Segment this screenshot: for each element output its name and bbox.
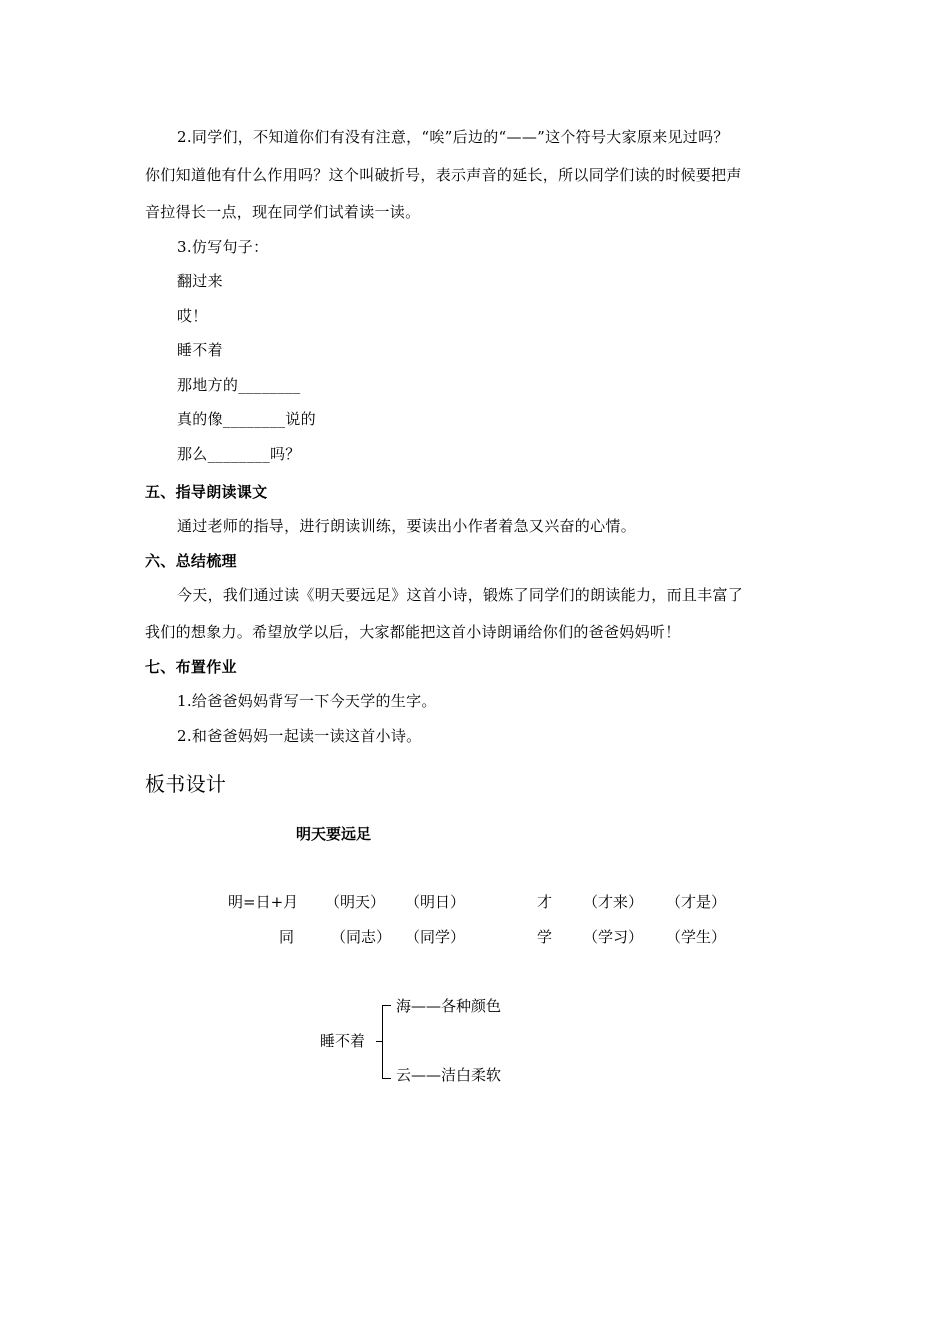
- brace-tick: [376, 1041, 382, 1042]
- board-cell: （学生）: [666, 928, 727, 946]
- board-cell: （明日）: [405, 893, 466, 911]
- board-cell: （学习）: [583, 928, 644, 946]
- exercise-item: 睡不着: [177, 341, 223, 359]
- board-cell: 学: [537, 928, 553, 946]
- brace-bracket: [382, 1005, 391, 1079]
- board-title: 明天要远足: [296, 825, 372, 843]
- paragraph-line: 你们知道他有什么作用吗？这个叫破折号，表示声音的延长，所以同学们读的时候要把声: [145, 166, 742, 184]
- board-cell: （同志）: [331, 928, 392, 946]
- section-text: 我们的想象力。希望放学以后，大家都能把这首小诗朗诵给你们的爸爸妈妈听！: [145, 623, 681, 641]
- paragraph-line: 2.同学们，不知道你们有没有注意，“唉”后边的“——”这个符号大家原来见过吗？: [177, 128, 729, 146]
- board-cell: 明=日+月: [228, 893, 299, 911]
- board-cell: 同: [279, 928, 295, 946]
- board-cell: （才是）: [666, 893, 727, 911]
- branch-root: 睡不着: [320, 1032, 366, 1050]
- section-heading: 六、总结梳理: [145, 552, 237, 570]
- section-heading: 五、指导朗读课文: [145, 483, 268, 501]
- board-cell: 才: [537, 893, 553, 911]
- board-cell: （才来）: [583, 893, 644, 911]
- branch-bottom: 云——洁白柔软: [396, 1066, 502, 1084]
- exercise-item: 翻过来: [177, 272, 223, 290]
- section-text: 通过老师的指导，进行朗读训练，要读出小作者着急又兴奋的心情。: [177, 517, 637, 535]
- homework-item: 1.给爸爸妈妈背写一下今天学的生字。: [177, 692, 437, 710]
- branch-top: 海——各种颜色: [396, 997, 502, 1015]
- section-text: 今天，我们通过读《明天要远足》这首小诗，锻炼了同学们的朗读能力，而且丰富了: [177, 586, 744, 604]
- exercise-title: 3.仿写句子：: [177, 238, 269, 256]
- exercise-item: 那么________吗？: [177, 445, 301, 463]
- exercise-item: 那地方的________: [177, 376, 301, 394]
- exercise-item: 真的像________说的: [177, 410, 316, 428]
- board-cell: （明天）: [325, 893, 386, 911]
- board-heading: 板书设计: [145, 772, 227, 796]
- section-heading: 七、布置作业: [145, 658, 237, 676]
- board-cell: （同学）: [405, 928, 466, 946]
- exercise-item: 哎！: [177, 307, 208, 325]
- homework-item: 2.和爸爸妈妈一起读一读这首小诗。: [177, 727, 422, 745]
- paragraph-line: 音拉得长一点，现在同学们试着读一读。: [145, 203, 421, 221]
